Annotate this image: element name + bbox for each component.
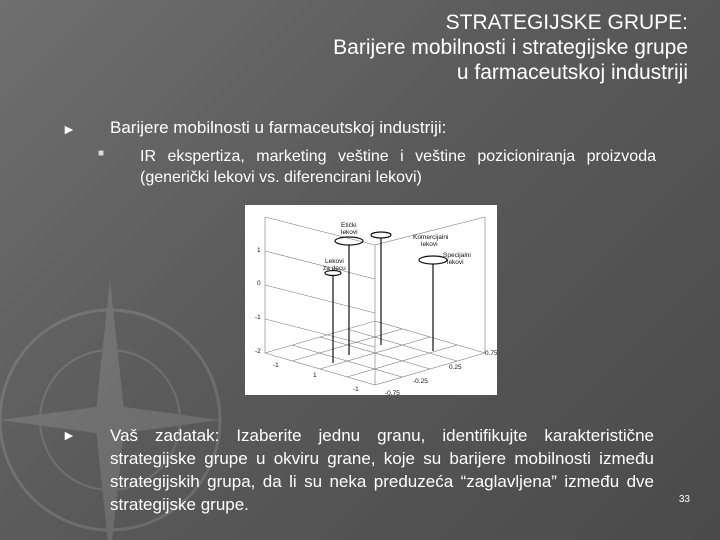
strategic-groups-3d-plot xyxy=(245,205,497,395)
tick-z-neg1: -1 xyxy=(353,386,359,393)
tick-y-neg1: -1 xyxy=(255,314,261,321)
label-eticki: Etički xyxy=(341,222,357,229)
label-komercijalni: Komercijalni xyxy=(413,234,449,241)
title-line-3: u farmaceutskoj industriji xyxy=(456,61,688,84)
tick-x-neg025: -0.25 xyxy=(413,378,428,385)
tick-y-neg2: -2 xyxy=(255,348,261,355)
triangle-bullet-icon: ► xyxy=(62,427,76,443)
tick-x-025: 0.25 xyxy=(449,364,462,371)
label-lekovi-za-decu: Lekovi xyxy=(325,258,344,265)
tick-x-neg1: -1 xyxy=(273,362,279,369)
tick-x-075: 0.75 xyxy=(485,350,497,357)
bullet-2-text: Vaš zadatak: Izaberite jednu granu, identifikujte karakteristične strategijske grupe u okviru grane, koje su barijere mobilnosti između strategijskih grupa, da li su neka preduzeća “zaglavljena” između dve strategijske grupe. xyxy=(110,426,654,514)
bullet-1-text: Barijere mobilnosti u farmaceutskoj industriji: xyxy=(110,118,447,137)
tick-x-1: 1 xyxy=(313,372,317,379)
tick-y-0: 0 xyxy=(257,280,261,287)
label-za-decu: za decu xyxy=(323,265,346,272)
tick-y-1: 1 xyxy=(257,247,261,254)
title-line-2: Barijere mobilnosti i strategijske grupe xyxy=(333,36,688,59)
slide-title xyxy=(168,10,688,85)
page-number: 33 xyxy=(678,494,690,505)
label-specijalni: Specijalni xyxy=(443,252,471,259)
square-bullet-icon: ■ xyxy=(98,148,105,159)
label-specijalni-lekovi: lekovi xyxy=(447,259,464,266)
title-line-1: STRATEGIJSKE GRUPE: xyxy=(445,11,688,34)
label-komercijalni-lekovi: lekovi xyxy=(421,241,438,248)
triangle-bullet-icon: ► xyxy=(62,121,76,137)
label-eticki-lekovi: lekovi xyxy=(341,229,358,236)
tick-x-neg075: -0.75 xyxy=(385,390,400,395)
sub-bullet-text: IR ekspertiza, marketing veštine i veštine pozicioniranja proizvoda (generički lekovi vs. diferencirani lekovi) xyxy=(140,148,656,186)
